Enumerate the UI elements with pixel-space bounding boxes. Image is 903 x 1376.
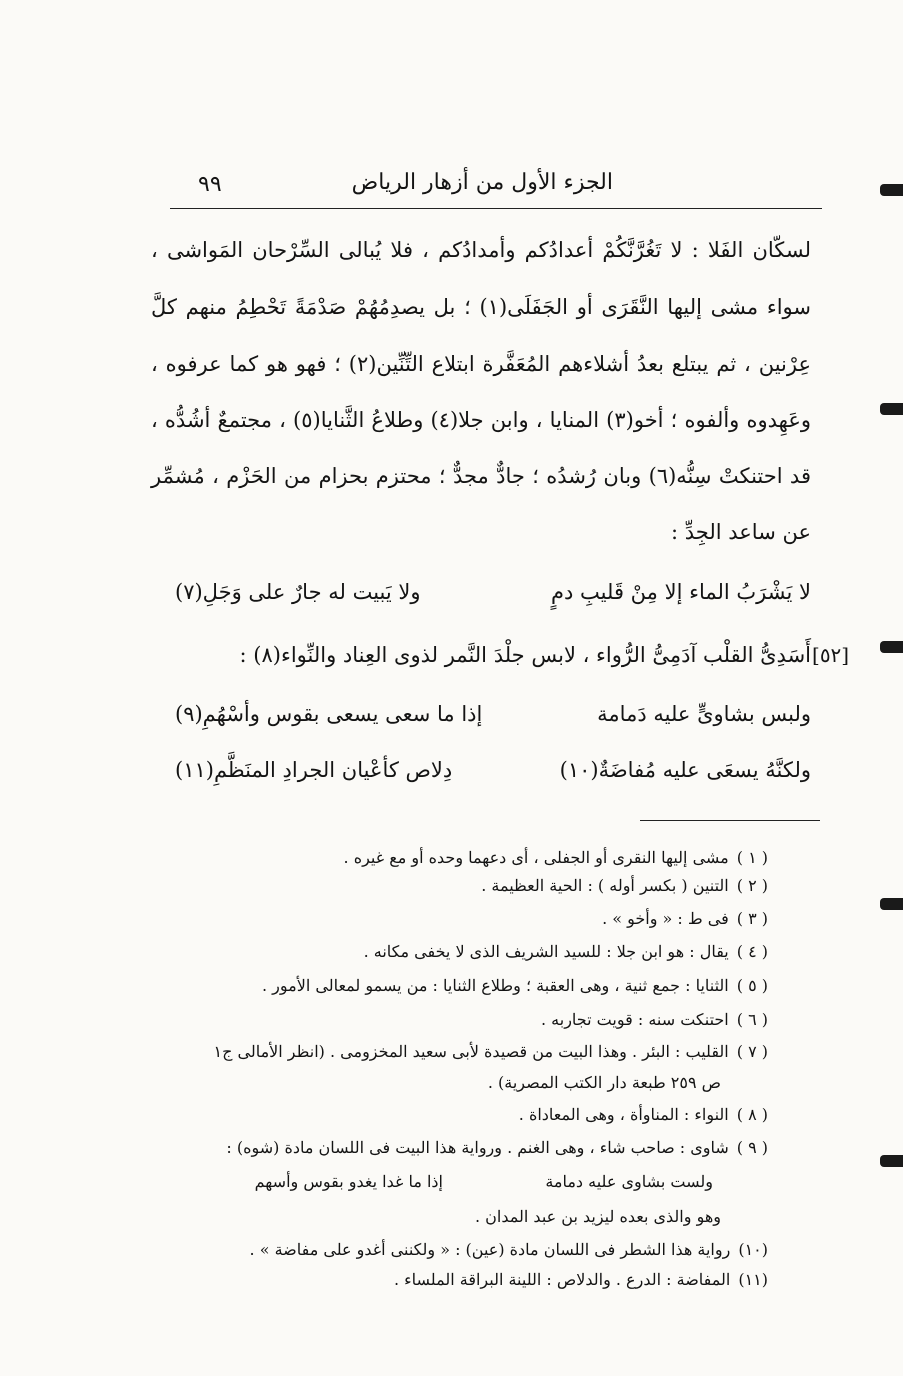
binding-mark xyxy=(880,403,903,415)
page-number: ٩٩ xyxy=(198,172,222,197)
body-line-5: قد احتنكتْ سِنُّه(٦) وبان رُشدُه ؛ جادٌّ مجدٌّ ؛ محتزم بحزام من الحَزْم ، مُشمِّر xyxy=(151,464,811,488)
footnote-text: الثنايا : جمع ثنية ، وهى العقبة ؛ وطلاع الثنايا : من يسمو لمعالى الأمور . xyxy=(261,976,729,995)
footnote-5 xyxy=(262,976,768,995)
verse3-first-hemistich: ولكنَّهُ يسعَى عليه مُفاضَةٌ(١٠) xyxy=(559,758,811,782)
footnote-number: ( ٩ ) xyxy=(736,1138,768,1157)
section-number: [٥٢] xyxy=(812,643,850,667)
footnote-2 xyxy=(481,876,768,895)
footnote-number: ( ٢ ) xyxy=(736,876,768,895)
footnote-number: ( ٣ ) xyxy=(736,909,768,928)
verse3-second-hemistich: دِلاص كأعْيان الجرادِ المنَظَّمِ(١١) xyxy=(175,758,453,782)
footnote-8 xyxy=(519,1105,768,1124)
running-header-title: الجزء الأول من أزهار الرياض xyxy=(351,170,613,195)
footnote-10 xyxy=(250,1240,768,1259)
body-line-1: لسكّان الفَلا : لا تَغُرَّنَّكُمْ أعدادُكم وأمدادُكم ، فلا يُبالى السِّرْحان المَواشى ، xyxy=(151,238,811,262)
footnote-1 xyxy=(344,848,768,867)
footnote-number: ( ٨ ) xyxy=(736,1105,768,1124)
footnote-9-continuation: وهو والذى بعده ليزيد بن عبد المدان . xyxy=(475,1207,721,1226)
footnote-number: ( ٦ ) xyxy=(736,1010,768,1029)
verse2-first-hemistich: ولبس بشاوىٍّ عليه دَمامة xyxy=(597,702,811,726)
footnote-number: ( ٤ ) xyxy=(736,942,768,961)
binding-mark xyxy=(880,184,903,196)
footnote-number: ( ٥ ) xyxy=(736,976,768,995)
binding-mark xyxy=(880,1155,903,1167)
footnote-text: شاوى : صاحب شاء ، وهى الغنم . ورواية هذا البيت فى اللسان مادة (شوه) : xyxy=(226,1138,729,1157)
footnote-3 xyxy=(602,909,768,928)
footnote-9-verse-second: إذا ما غدا يغدو بقوس وأسهم xyxy=(254,1172,443,1191)
binding-mark xyxy=(880,641,903,653)
footnote-number: (١٠) xyxy=(738,1240,768,1259)
footnote-text: المفاضة : الدرع . والدلاص : اللينة البراقة الملساء . xyxy=(393,1270,731,1289)
footnote-9-verse-first: ولست بشاوى عليه دمامة xyxy=(545,1172,713,1191)
verse1-first-hemistich: لا يَشْرَبُ الماء إلا مِنْ قَليبِ دمٍ xyxy=(551,580,811,604)
body-line-6: عن ساعد الجِدِّ : xyxy=(671,520,811,544)
footnote-number: ( ١ ) xyxy=(736,848,768,867)
footnote-7 xyxy=(213,1042,768,1061)
footnote-6 xyxy=(541,1010,768,1029)
body-line-7: أَسَدِىُّ القلْب آدَمِىُّ الرُّواء ، لابس جلْدَ النَّمر لذوى العِناد والنِّواء(٨) : xyxy=(239,643,811,667)
footnote-number: (١١) xyxy=(738,1270,768,1289)
footnote-number: ( ٧ ) xyxy=(736,1042,768,1061)
body-line-4: وعَهِدوه وألفوه ؛ أخو(٣) المنايا ، وابن جلا(٤) وطلاعُ الثَّنايا(٥) ، مجتمعٌ أشُدُّه ، xyxy=(151,408,811,432)
footnote-text: التنين ( بكسر أوله ) : الحية العظيمة . xyxy=(481,876,729,895)
footnote-text: النواء : المناوأة ، وهى المعاداة . xyxy=(518,1105,729,1124)
body-line-3: عِرْنين ، ثم يبتلع بعدُ أشلاءهم المُعَفَّرة ابتلاع التِّنِّين(٢) ؛ فهو هو كما عرفوه ، xyxy=(151,352,811,376)
footnote-text: يقال : هو ابن جلا : للسيد الشريف الذى لا يخفى مكانه . xyxy=(363,942,729,961)
footnote-text: احتنكت سنه : قويت تجاربه . xyxy=(541,1010,729,1029)
verse1-second-hemistich: ولا يَبيت له جارٌ على وَجَلِ(٧) xyxy=(175,580,421,604)
footnote-11 xyxy=(394,1270,768,1289)
header-rule xyxy=(170,208,822,209)
footnote-text: فى ط : « وأخو » . xyxy=(602,909,729,928)
footnote-text: القليب : البئر . وهذا البيت من قصيدة لأبى سعيد المخزومى . (انظر الأمالى ج١ xyxy=(213,1042,729,1061)
footnote-9 xyxy=(226,1138,768,1157)
verse2-second-hemistich: إذا ما سعى يسعى بقوس وأسْهُمِ(٩) xyxy=(175,702,483,726)
footnote-7-continuation: ص ٢٥٩ طبعة دار الكتب المصرية) . xyxy=(487,1073,721,1092)
body-line-2: سواء مشى إليها النَّقَرَى أو الجَفَلَى(١) ؛ بل يصدِمُهُمْ صَدْمَةً تَحْطِمُ منهم كلَّ xyxy=(151,295,812,319)
footnote-separator xyxy=(640,820,820,821)
footnote-text: مشى إليها النقرى أو الجفلى ، أى دعهما وحده أو مع غيره . xyxy=(343,848,729,867)
footnote-text: رواية هذا الشطر فى اللسان مادة (عين) : « ولكننى أغدو على مفاضة » . xyxy=(249,1240,731,1259)
binding-mark xyxy=(880,898,903,910)
footnote-4 xyxy=(364,942,768,961)
